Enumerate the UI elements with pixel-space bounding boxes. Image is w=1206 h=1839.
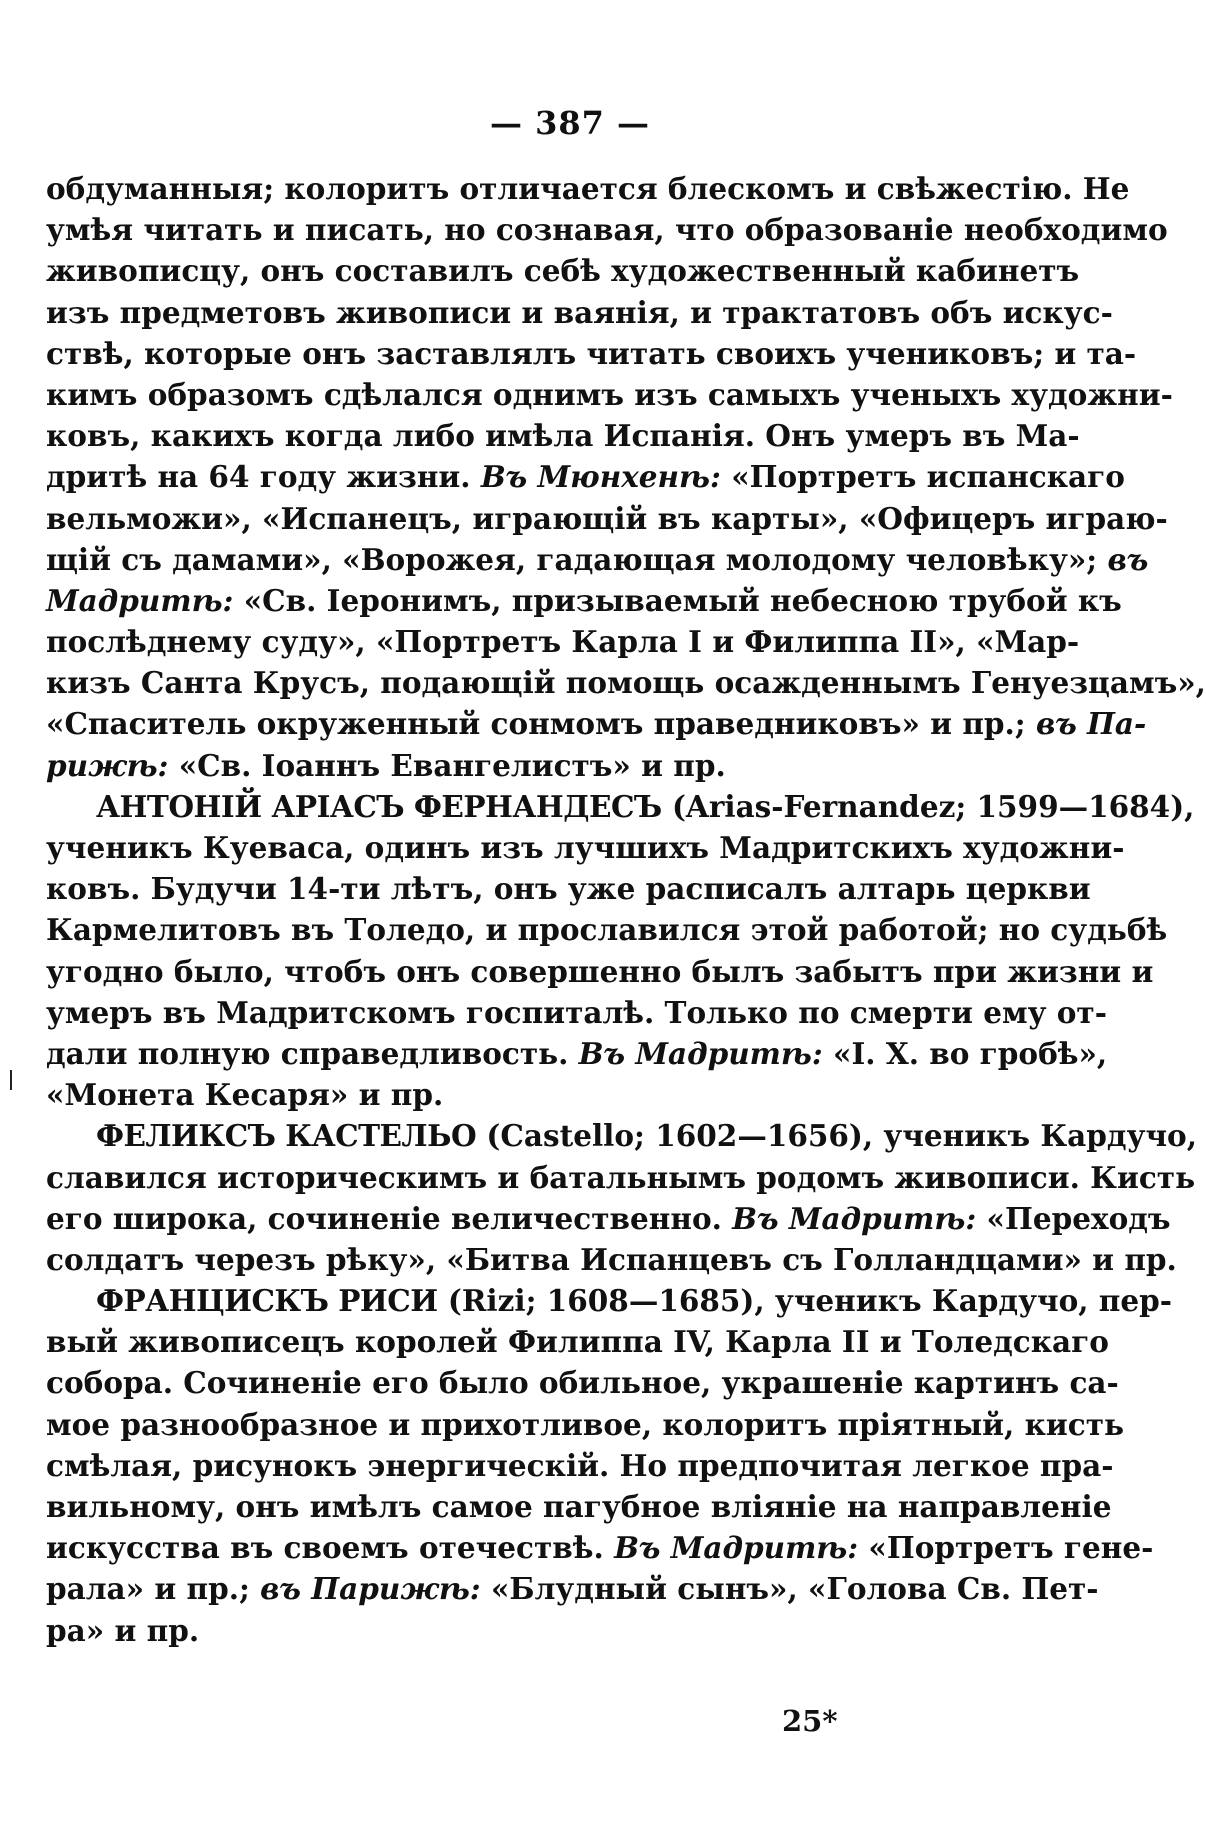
text-line: Кармелитовъ въ Толедо, и прославился этой работой; но судьбѣ [46, 912, 1168, 948]
signature-mark: 25* [782, 1704, 838, 1738]
text-line: обдуманныя; колоритъ отличается блескомъ и свѣжестію. Не [46, 171, 1130, 206]
text-line: послѣднему суду», «Портретъ Карла I и Филиппа II», «Мар- [46, 624, 1080, 660]
text-line [46, 1568, 1099, 1609]
body-text [46, 168, 1206, 1651]
text-line: изъ предметовъ живописи и ваянія, и трактатовъ объ искус- [46, 294, 1113, 330]
text-line [46, 456, 1125, 497]
text-line: ра» и пр. [46, 1612, 200, 1648]
text-line: умѣя читать и писать, но сознавая, что образованіе необходимо [46, 212, 1168, 248]
text-line [46, 539, 1149, 580]
text-line [46, 703, 1147, 744]
text-line: мое разнообразное и прихотливое, колоритъ пріятный, кисть [46, 1406, 1125, 1442]
text-line [46, 1527, 1154, 1568]
text-line [46, 1115, 1198, 1156]
text-line: кизъ Санта Крусъ, подающій помощь осажденнымъ Генуезцамъ», [46, 665, 1206, 701]
location-label: Въ Мюнхенѣ: [480, 459, 721, 495]
text-line: ковъ, какихъ когда либо имѣла Испанія. Онъ умеръ въ Ма- [46, 418, 1080, 454]
text-line: вильному, онъ имѣлъ самое пагубное вліяніе на направленіе [46, 1489, 1112, 1524]
text-line: умеръ въ Мадритскомъ госпиталѣ. Только по смерти ему от- [46, 994, 1107, 1030]
text-segment: «Св. Іеронимъ, призываемый небесною трубой къ [233, 582, 1122, 618]
text-line: ковъ. Будучи 14-ти лѣтъ, онъ уже расписалъ алтарь церкви [46, 871, 1091, 907]
text-line: «Монета Кесаря» и пр. [46, 1077, 444, 1113]
text-line [46, 1280, 1173, 1321]
text-line: солдатъ черезъ рѣку», «Битва Испанцевъ съ Голландцами» и пр. [46, 1241, 1177, 1277]
text-segment: (Arias-Fernandez; 1599—1684), [661, 788, 1195, 824]
location-label: рижѣ: [46, 747, 169, 783]
text-segment: его широка, сочиненіе величественно. [46, 1200, 733, 1236]
text-segment: дали полную справедливость. [46, 1035, 579, 1071]
text-segment: искусства въ своемъ отечествѣ. [46, 1530, 615, 1566]
text-segment: рала» и пр.; [46, 1571, 261, 1607]
text-line: славился историческимъ и батальнымъ родомъ живописи. Кисть [46, 1159, 1196, 1195]
text-segment: (Castello; 1602—1656), ученикъ Кардучо, [476, 1118, 1198, 1154]
entry-heading: ФРАНЦИСКЪ РИСИ [96, 1283, 438, 1319]
text-segment: «Портретъ испанскаго [720, 459, 1125, 495]
location-label: Въ Мадритѣ: [578, 1035, 823, 1071]
text-segment: «Спаситель окруженный сонмомъ праведниковъ» и пр.; [46, 706, 1036, 742]
text-line: живописцу, онъ составилъ себѣ художественный кабинетъ [46, 253, 1080, 289]
entry-heading: АНТОНІЙ АРІАСЪ ФЕРНАНДЕСЪ [96, 788, 662, 824]
text-line [46, 1198, 1171, 1239]
text-segment: «I. Х. во гробѣ», [822, 1035, 1108, 1071]
location-label: Въ Мадритѣ: [614, 1530, 859, 1566]
text-line [46, 1033, 1108, 1074]
text-segment: (Rizi; 1608—1685), ученикъ Кардучо, пер- [437, 1283, 1173, 1319]
text-segment: дритѣ на 64 году жизни. [46, 459, 481, 495]
text-line [46, 786, 1195, 827]
text-line: кимъ образомъ сдѣлался однимъ изъ самыхъ ученыхъ художни- [46, 376, 1173, 412]
margin-mark [10, 1070, 12, 1090]
text-line: ученикъ Куеваса, одинъ изъ лучшихъ Мадритскихъ художни- [46, 830, 1125, 865]
text-line: собора. Сочиненіе его было обильное, украшеніе картинъ са- [46, 1365, 1119, 1401]
text-line: угодно было, чтобъ онъ совершенно былъ забытъ при жизни и [46, 953, 1154, 989]
text-line [46, 580, 1122, 621]
text-segment: щій съ дамами», «Ворожея, гадающая молодому человѣку»; [46, 541, 1108, 577]
location-label: въ [1107, 541, 1149, 577]
text-line: смѣлая, рисунокъ энергическій. Но предпочитая легкое пра- [46, 1447, 1114, 1483]
text-segment: «Св. Іоаннъ Евангелистъ» и пр. [168, 747, 726, 783]
text-line: ствѣ, которые онъ заставлялъ читать своихъ учениковъ; и та- [46, 335, 1137, 371]
location-label: въ Парижѣ: [260, 1571, 481, 1607]
location-label: въ Па- [1035, 706, 1147, 742]
text-segment: «Переходъ [976, 1200, 1171, 1236]
text-line [46, 745, 989, 786]
page-number: — 387 — [489, 104, 651, 142]
location-label: Въ Мадритѣ: [732, 1200, 977, 1236]
text-line: вельможи», «Испанецъ, играющій въ карты», «Офицеръ играю- [46, 500, 1168, 536]
entry-heading: ФЕЛИКСЪ КАСТЕЛЬО [96, 1118, 477, 1154]
text-line: вый живописецъ королей Филиппа IV, Карла II и Толедскаго [46, 1324, 1109, 1360]
text-segment: «Блудный сынъ», «Голова Св. Пет- [480, 1571, 1099, 1607]
text-segment: «Портретъ гене- [858, 1530, 1154, 1566]
location-label: Мадритѣ: [46, 582, 234, 618]
